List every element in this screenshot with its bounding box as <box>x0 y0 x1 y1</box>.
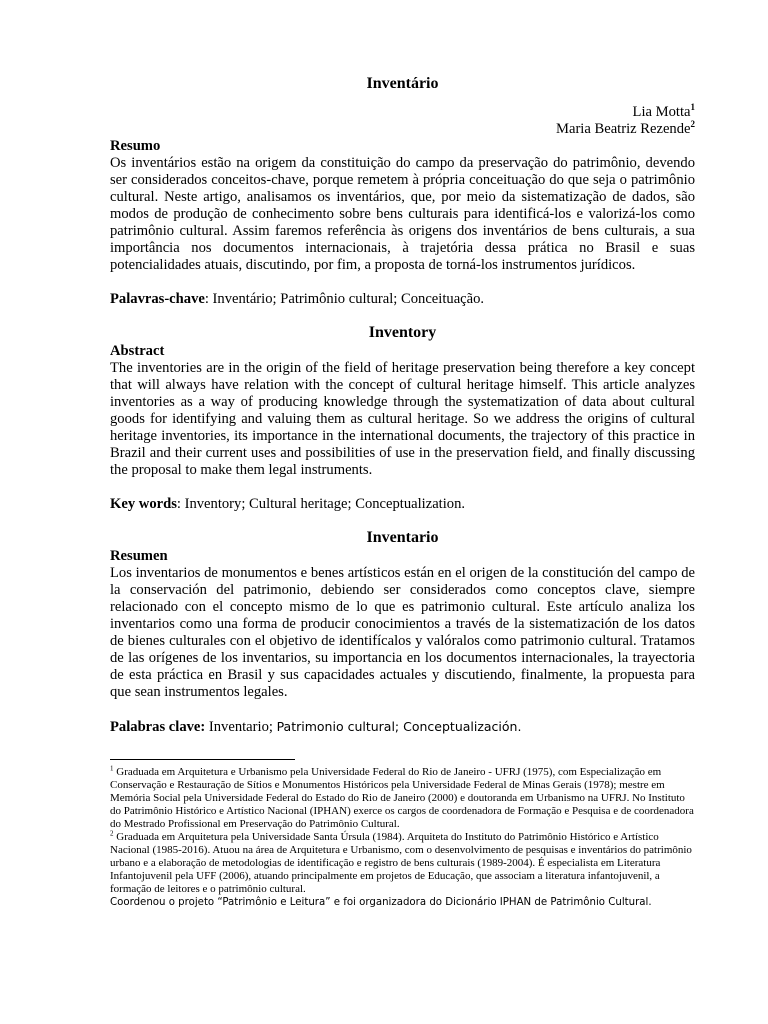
footnote-2: $^2$ Graduada em Arquitetura pela Universidade Santa Úrsula (1984). Arquiteta do Instituto do Patrimônio Histórico e Artístico Nacional (1985-2016). Atuou na área de Arquitetura e Urbanismo, com o desenvolvimento de pesquisas e inventários do patrimônio urbano e a elaboração de metodologias de identificação e registro de bens culturais (1989-2004). É especialista em Literatura Infantojuvenil pela UFF (2006), atuando principalmente em projetos de Educação, que associam a literatura infantojuvenil, a formação de leitores e o patrimônio cultural. Coordenou o projeto “Patrimônio e Leitura” e foi organizadora do Dicionário IPHAN de Patrimônio Cultural. <box>110 831 695 909</box>
resumo-heading: Resumo <box>110 138 161 154</box>
resumen-heading: Resumen <box>110 548 168 564</box>
abstract-heading: Abstract <box>110 343 165 359</box>
footnote-marker-2: 2 <box>690 119 695 130</box>
footnote-2-last-line: Coordenou o projeto “Patrimônio e Leitura” e foi organizadora do Dicionário IPHAN de Patrimônio Cultural. <box>110 897 652 908</box>
document-page <box>110 74 695 909</box>
resumen-body: Los inventarios de monumentos e benes artísticos están en el origen de la constitución del campo de la conservación del patrimonio, debiendo ser considerados como conceptos clave, siempre relacionado con el concepto mismo de lo que es patrimonio cultural. Este artículo analiza los inventarios como una forma de producir conocimientos a través de la sistematización de los datos de bienes culturales con el objetivo de identifícalos y valóralos como patrimonio cultural. Tratamos de las orígenes de los inventarios, su importancia en los documentos internacionales, la trayectoria de esta práctica en Brasil y sus capacidades actuales y discutiendo, finalmente, la propuesta para que sean instrumentos legales. <box>110 565 695 700</box>
author-lia-motta: Lia Motta$^1$ <box>632 102 695 120</box>
title-portuguese: Inventário <box>366 75 439 92</box>
footnote-1: $^1$ Graduada em Arquitetura e Urbanismo pela Universidade Federal do Rio de Janeiro - UFRJ (1975), com Especialização em Conservação e Restauração de Sítios e Monumentos Históricos pela Universidade Federal de Minas Gerais (1978); mestre em Memória Social pela Universidade Federal do Estado do Rio de Janeiro (2000) e doutoranda em Urbanismo na UFRJ. No Instituto do Patrimônio Histórico e Artístico Nacional (IPHAN) exerce os cargos de coordenadora de Formação e Pesquisa e de coordenadora do Mestrado Profissional em Preservação do Patrimônio Cultural. <box>110 764 694 830</box>
palabras-clave <box>110 718 695 736</box>
palavras-chave-text: : Inventário; Patrimônio cultural; Conceituação. <box>204 291 485 307</box>
resumo-body: Os inventários estão na origem da constituição do campo da preservação do patrimônio, devendo ser considerados conceitos-chave, porque remetem à própria conceituação do que seja o patrimônio cultural. Neste artigo, analisamos os inventários, que, por meio da sistematização de dados, são modos de produção de conhecimento sobre bens culturais para identificá-los e valorizá-los como patrimônio cultural. Assim faremos referência às origens dos inventários de bens culturais, a sua importância nos documentos internacionais, à trajetória dessa prática no Brasil e suas potencialidades atuais, discutindo, por fim, a proposta de torná-los instrumentos jurídicos. <box>110 155 695 273</box>
author-maria-beatriz-rezende: Maria Beatriz Rezende$^2$ <box>555 119 695 137</box>
abstract-body: The inventories are in the origin of the field of heritage preservation being therefore a key concept that will always have relation with the concept of cultural heritage himself. This article analyzes inventories as a way of producing knowledge through the systematization of data about cultural goods for identifying and valuing them as cultural heritage. So we address the origins of cultural heritage inventories, its importance in the international documents, the trajectory of this practice in Brazil and their current uses and possibilities of use in the preservation field, and finally discussing the proposal to make them legal instruments. <box>110 360 695 478</box>
key-words-text: : Inventory; Cultural heritage; Conceptualization. <box>176 496 466 512</box>
palabras-clave-text-serif: Inventario; <box>205 719 277 735</box>
palavras-chave <box>110 291 695 308</box>
footnote-marker-1: 1 <box>690 102 695 113</box>
author-block <box>110 104 695 138</box>
palavras-chave-label: Palavras-chave <box>110 291 205 307</box>
key-words-label: Key words <box>110 496 177 512</box>
key-words <box>110 496 695 513</box>
title-english: Inventory <box>368 324 437 341</box>
footnote-separator <box>110 759 295 760</box>
palabras-clave-text-sans: Patrimonio cultural; Conceptualización. <box>276 719 522 734</box>
title-spanish: Inventario <box>366 529 439 546</box>
palabras-clave-label: Palabras clave: <box>110 719 206 735</box>
